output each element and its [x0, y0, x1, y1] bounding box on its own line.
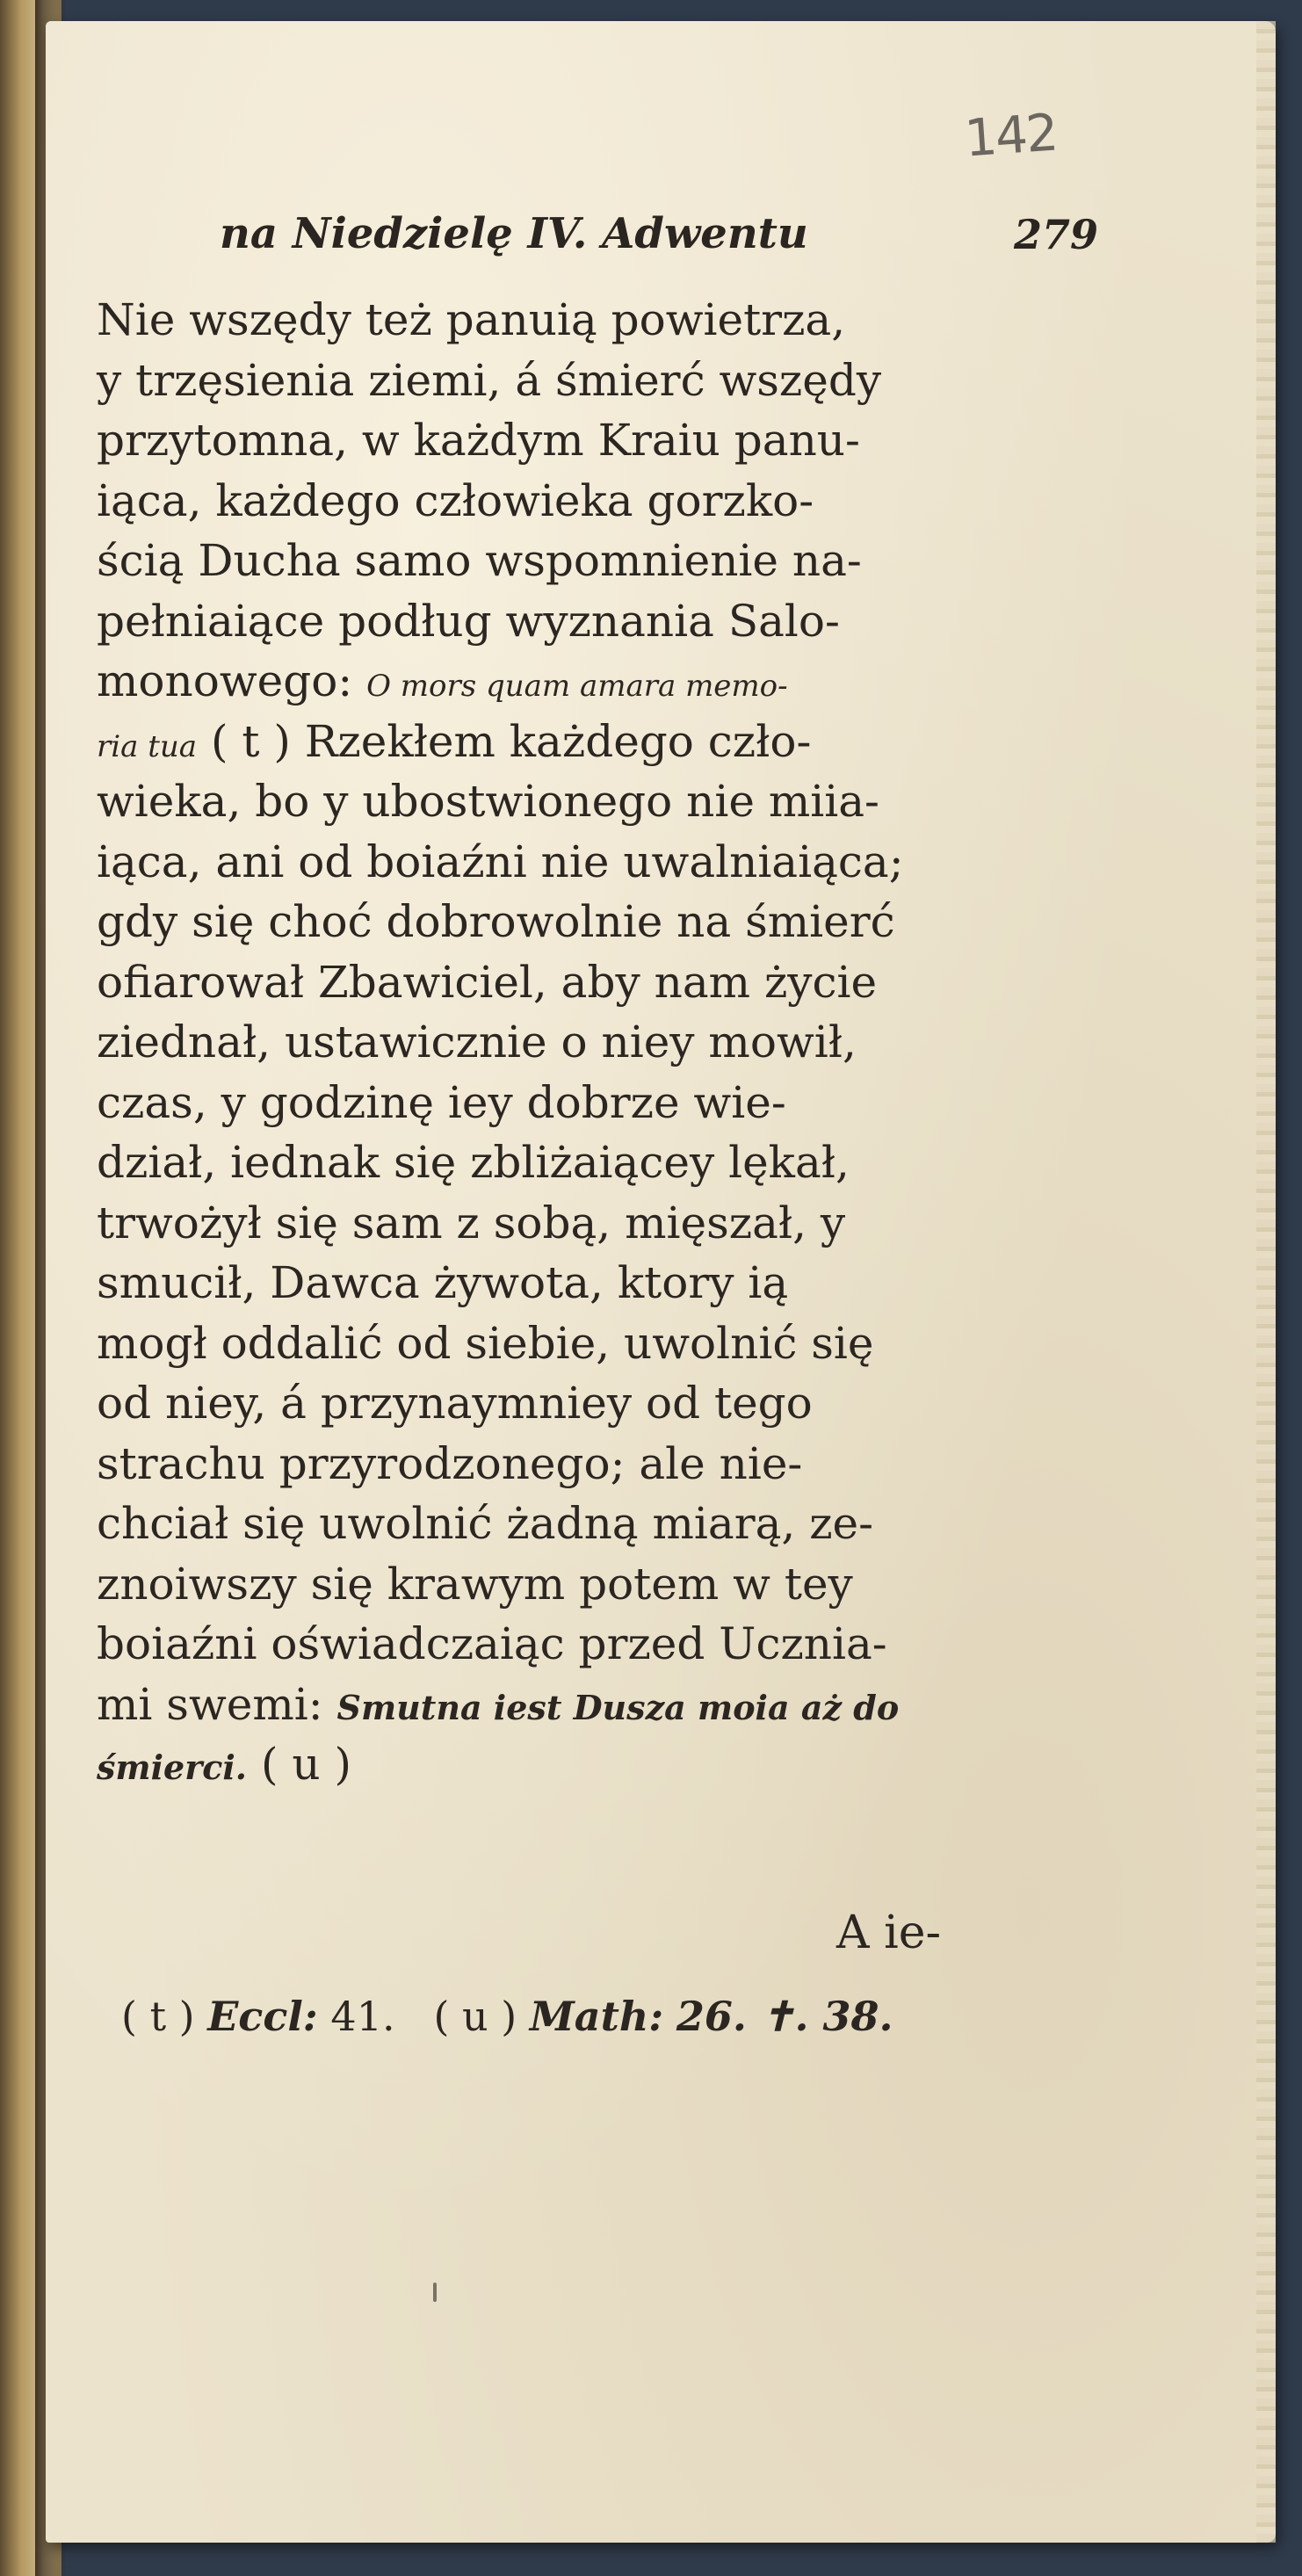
text-line: ścią Ducha samo wspomnienie na-	[97, 535, 862, 586]
text-line: czas, y godzinę iey dobrze wie-	[97, 1076, 786, 1128]
text-line: wieka, bo y ubostwionego nie miia-	[97, 776, 879, 827]
text-line: gdy się choć dobrowolnie na śmierć	[97, 896, 895, 947]
text-line: smucił, Dawca żywota, ktory ią	[97, 1257, 789, 1308]
footnote-number-t: 41.	[330, 1993, 395, 2040]
footnote-mark-u: ( u )	[433, 1993, 517, 2040]
text-line	[97, 712, 1041, 772]
page-header	[220, 209, 1098, 271]
manuscript-folio-number: 142	[962, 102, 1059, 169]
body-text	[97, 290, 1041, 1795]
text-line: dział, iednak się zbliżaiącey lękał,	[97, 1137, 850, 1188]
running-head: na Niedzielę IV. Adwentu	[220, 209, 808, 258]
footnote-ref-u: ( u )	[260, 1739, 351, 1790]
text-line: od niey, á przynaymniey od tego	[97, 1378, 813, 1429]
text-line: mogł oddalić od siebie, uwolnić się	[97, 1317, 874, 1369]
text-line: iąca, każdego człowieka gorzko-	[97, 474, 814, 526]
text-line: strachu przyrodzonego; ale nie-	[97, 1437, 803, 1489]
text-line: przytomna, w każdym Kraiu panu-	[97, 415, 860, 466]
text-line: ziednał, ustawicznie o niey mowił,	[97, 1017, 857, 1067]
text-line: ofiarował Zbawiciel, aby nam życie	[97, 956, 878, 1008]
text-line: znoiwszy się krawym potem w tey	[97, 1558, 853, 1610]
paper-mark	[433, 2283, 437, 2302]
text-line	[97, 651, 1041, 712]
footnote-source-t: Eccl:	[207, 1993, 318, 2040]
catchword: A ie-	[836, 1907, 942, 1959]
latin-quote-end: ria tua	[97, 728, 198, 764]
italic-quote-end: śmierci.	[97, 1747, 248, 1787]
page-number: 279	[1013, 211, 1098, 258]
text-fragment: monowego:	[97, 655, 353, 706]
text-line: chciał się uwolnić żadną miarą, ze-	[97, 1498, 874, 1549]
text-fragment: mi swemi:	[97, 1678, 323, 1730]
text-line	[97, 1734, 1041, 1795]
footnote-mark-t: ( t )	[121, 1993, 195, 2040]
footnote-ref-u-text: 26. ✝. 38.	[676, 1993, 893, 2040]
footnote-ref-t: ( t )	[210, 715, 291, 767]
latin-quote: O mors quam amara memo-	[366, 669, 788, 704]
text-line: trwożył się sam z sobą, mięszał, y	[97, 1197, 846, 1248]
text-line: iąca, ani od boiaźni nie uwalniaiąca;	[97, 836, 904, 887]
text-line: Nie wszędy też panuią powietrza,	[97, 294, 846, 345]
text-line: boiaźni oświadczaiąc przed Uczniа-	[97, 1618, 887, 1669]
italic-quote: Smutna iest Dusza moia aż do	[336, 1687, 900, 1727]
text-line: pełniaiące podług wyznania Salo-	[97, 595, 840, 647]
text-line	[97, 1675, 1041, 1735]
footnotes	[121, 1993, 1070, 2040]
deckle-edge	[1256, 21, 1276, 2543]
text-fragment: Rzekłem każdego czło-	[304, 715, 812, 767]
text-line: y trzęsienia ziemi, á śmierć wszędy	[97, 354, 882, 406]
footnote-source-u: Math:	[529, 1993, 664, 2040]
